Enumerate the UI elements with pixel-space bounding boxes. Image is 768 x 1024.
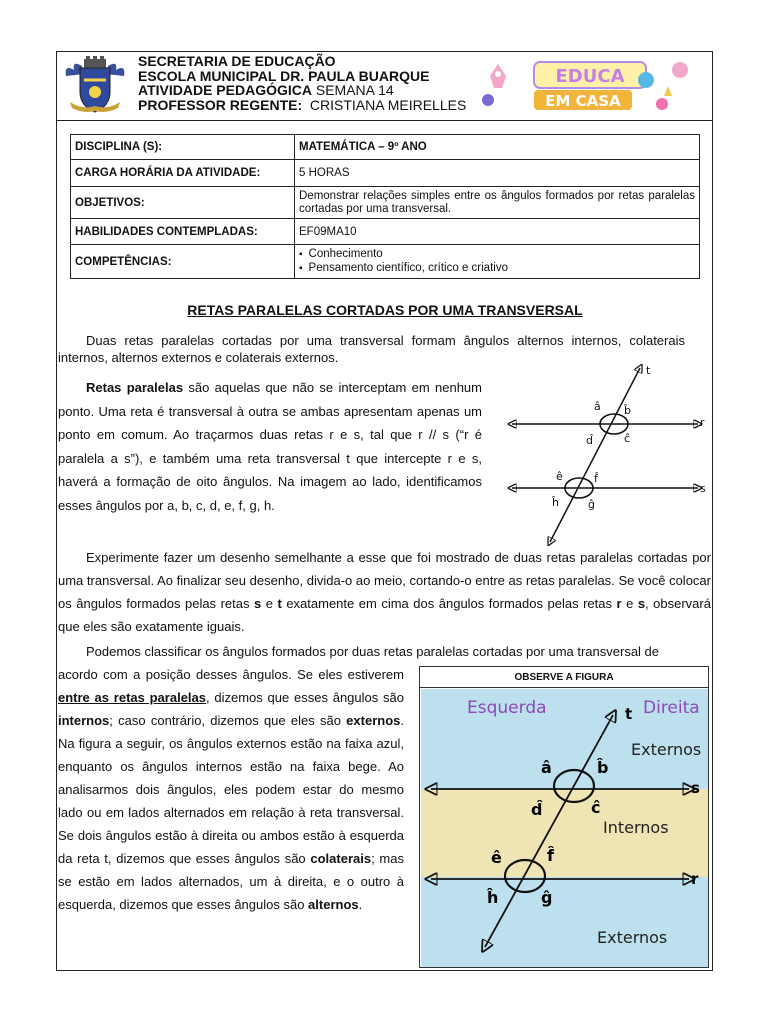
- value-carga-horaria: 5 HORAS: [295, 160, 700, 187]
- text-run: ; caso contrário, dizemos que eles são: [109, 713, 347, 728]
- label-competencias: COMPETÊNCIAS:: [71, 245, 295, 279]
- bold-run: s: [253, 596, 262, 611]
- table-row: [71, 135, 700, 160]
- label-carga-horaria: CARGA HORÁRIA DA ATIVIDADE:: [71, 160, 295, 187]
- term-retas-paralelas: Retas paralelas: [86, 380, 184, 395]
- observe-figure-box: [419, 666, 709, 968]
- label-esquerda: Esquerda: [467, 698, 547, 718]
- underlined-run: entre as retas paralelas: [58, 690, 206, 705]
- angle-a: â: [541, 758, 552, 777]
- header-semana: SEMANA 14: [311, 82, 394, 98]
- table-row: [71, 187, 700, 219]
- line-t: [550, 368, 640, 542]
- activity-info-table: [70, 134, 700, 279]
- bold-run: s: [637, 596, 646, 611]
- text-run: .: [358, 897, 363, 912]
- paragraph-internos-externos: [58, 663, 404, 916]
- header-atividade: [138, 83, 466, 98]
- educa-em-casa-logo: [476, 58, 696, 114]
- text-run: e: [261, 596, 278, 611]
- paragraph-intro: Duas retas paralelas cortadas por uma transversal formam ângulos alternos internos, colaterais internos, alternos externos e colaterais externos.: [58, 333, 685, 365]
- text-run: ; mas se estão em lados alternados, um à direita, e o outro à esquerda, dizemos que esses ângulos são: [58, 851, 404, 912]
- observe-figure: [421, 689, 708, 967]
- table-row: [71, 219, 700, 245]
- label-t: t: [646, 364, 651, 377]
- bold-run: internos: [58, 713, 110, 728]
- angle-d: d̂: [531, 800, 543, 819]
- angle-d: d̂: [586, 434, 593, 447]
- angle-g: ĝ: [541, 888, 553, 907]
- value-objetivos: Demonstrar relações simples entre os ângulos formados por retas paralelas cortadas por uma transversal.: [295, 187, 700, 219]
- angle-e: ê: [491, 848, 502, 867]
- external-band-bottom: [421, 877, 708, 967]
- header-professor: [138, 98, 466, 113]
- school-header: [138, 54, 466, 112]
- text-run: Experimente fazer um desenho semelhante a esse que foi mostrado de duas retas paralelas cortadas por uma transversal. Ao finalizar seu desenho, divida-o ao meio, cortando-o entre as retas paralelas. Se você colocar os ângulos formados pelas retas: [58, 550, 711, 611]
- label-externos-bottom: Externos: [597, 928, 668, 947]
- list-item: ▪ Conhecimento: [299, 248, 695, 262]
- paragraph-classificar: Podemos classificar os ângulos formados por duas retas paralelas cortadas por uma transversal de: [86, 644, 660, 659]
- angle-h: ĥ: [487, 888, 499, 907]
- label-r: r: [700, 416, 705, 429]
- header-atividade-label: ATIVIDADE PEDAGÓGICA: [138, 82, 312, 98]
- section-title-text: RETAS PARALELAS CORTADAS POR UMA TRANSVERSAL: [187, 302, 583, 318]
- educa-text: EDUCA: [555, 66, 625, 87]
- municipal-crest-logo: [62, 56, 128, 116]
- label-r: r: [691, 870, 699, 888]
- header-secretaria: SECRETARIA DE EDUCAÇÃO: [138, 53, 336, 69]
- angle-b: b̂: [597, 758, 609, 777]
- table-row: [71, 245, 700, 279]
- section-title: [70, 302, 700, 318]
- table-row: [71, 160, 700, 187]
- label-s: s: [691, 779, 700, 797]
- angle-c: ĉ: [624, 432, 631, 445]
- paragraph-experimente: [58, 546, 711, 638]
- angle-e: ê: [556, 470, 563, 483]
- text-run: . Na figura a seguir, os ângulos externos estão na faixa azul, enquanto os ângulos internos estão na faixa bege. Ao analisarmos dois ângulos, eles podem estar do mesmo lado ou em lados alternados em relação à reta transversal. Se dois ângulos estão à direita ou ambos estão à esquerda da reta t, dizemos que esses ângulos são: [58, 713, 404, 866]
- angle-c: ĉ: [591, 798, 601, 817]
- text-run: exatamente em cima dos ângulos formados pelas retas: [281, 596, 617, 611]
- header-professor-label: PROFESSOR REGENTE:: [138, 96, 303, 113]
- paragraph-retas-paralelas-text: são aquelas que não se interceptam em nenhum ponto. Uma reta é transversal à outra se ambas apresentam apenas um ponto em comum. Ao traçarmos duas retas r e s, tal que r // s (“r é paralela a s”), e também uma reta transversal t que intercepte r e s, haverá a formação de oito ângulos. Na imagem ao lado, identificamos esses ângulos por a, b, c, d, e, f, g, h.: [58, 380, 482, 513]
- angle-f: f̂: [594, 472, 598, 485]
- header-divider: [56, 120, 713, 121]
- competencias-list: [299, 248, 695, 275]
- bold-run: alternos: [308, 897, 359, 912]
- angle-f: f̂: [547, 846, 554, 865]
- angle-g: ĝ: [588, 498, 595, 511]
- observe-title: OBSERVE A FIGURA: [420, 667, 708, 688]
- angle-a: â: [594, 400, 601, 413]
- text-run: acordo com a posição desses ângulos. Se eles estiverem: [58, 667, 404, 682]
- header-escola: ESCOLA MUNICIPAL DR. PAULA BUARQUE: [138, 67, 430, 84]
- label-disciplina: DISCIPLINA (S):: [71, 135, 295, 160]
- value-competencias: [295, 245, 700, 279]
- parallel-lines-diagram: [506, 362, 706, 548]
- label-externos-top: Externos: [631, 740, 702, 759]
- label-s: s: [700, 482, 706, 495]
- bold-run: externos: [346, 713, 401, 728]
- bold-run: t: [277, 596, 282, 611]
- text-run: e: [621, 596, 638, 611]
- bold-run: colaterais: [310, 851, 372, 866]
- label-t: t: [625, 705, 633, 723]
- label-habilidades: HABILIDADES CONTEMPLADAS:: [71, 219, 295, 245]
- angle-h: ĥ: [552, 496, 559, 509]
- angle-b: b̂: [624, 404, 631, 417]
- list-item: ▪ Pensamento científico, crítico e criativo: [299, 262, 695, 276]
- paragraph-retas-paralelas: [58, 376, 482, 517]
- value-disciplina: MATEMÁTICA – 9º ANO: [295, 135, 700, 160]
- text-run: , dizemos que esses ângulos são: [206, 690, 404, 705]
- label-internos: Internos: [603, 818, 669, 837]
- em-casa-text: EM CASA: [545, 92, 621, 110]
- value-habilidades: EF09MA10: [295, 219, 700, 245]
- header-professor-name: CRISTIANA MEIRELLES: [302, 96, 467, 113]
- label-objetivos: OBJETIVOS:: [71, 187, 295, 219]
- bold-run: r: [616, 596, 622, 611]
- text-run: , observará que eles são exatamente iguais.: [58, 596, 711, 634]
- label-direita: Direita: [643, 698, 700, 718]
